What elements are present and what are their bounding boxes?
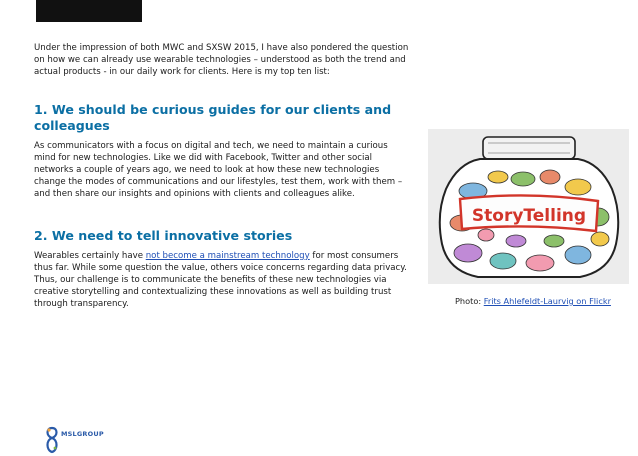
header-black-block: [36, 0, 142, 22]
mainstream-technology-link[interactable]: not become a mainstream technology: [145, 251, 310, 261]
logo-mark-icon: [44, 426, 60, 454]
article-content: [34, 42, 412, 318]
section-2-body: [34, 250, 412, 310]
msl-group-logo: [44, 426, 124, 454]
section-2-heading: 2. We need to tell innovative stories: [34, 228, 293, 243]
storytelling-jar-photo: [428, 129, 629, 284]
section-2-body-start: Wearables certainly have: [34, 251, 146, 261]
intro-paragraph: Under the impression of both MWC and SXSW 2015, I have also pondered the question on how we can already use wearable technologies – understood as both the trend and actual products - in our daily work for clients. Here is my top ten list:: [34, 43, 409, 77]
photo-caption: [455, 296, 631, 307]
jar-illustration: [428, 129, 629, 284]
section-1-heading: 1. We should be curious guides for our clients and colleagues: [34, 102, 392, 133]
section-2-body-end: for most consumers thus far. While some question the value, others voice concerns regarding data privacy. Thus, our challenge is to communicate the benefits of these new technologies via creative storytelling and contextualizing these innovations as well as building trust through transparency.: [34, 251, 407, 309]
caption-prefix: Photo:: [455, 296, 484, 306]
jar-label-text: StoryTelling: [471, 206, 587, 226]
section-1-body: As communicators with a focus on digital and tech, we need to maintain a curious mind for new technologies. Like we did with Facebook, Twitter and other social networks a couple of years ago, we need to look at how these new technologies change the modes of communications and our lifestyles, test them, work with them – and then share our insights and opinions with clients and colleagues alike.: [34, 141, 403, 199]
photo-credit-link[interactable]: Frits Ahlefeldt-Laurvig on Flickr: [483, 296, 611, 306]
logo-text: MSLGROUP: [61, 430, 104, 438]
